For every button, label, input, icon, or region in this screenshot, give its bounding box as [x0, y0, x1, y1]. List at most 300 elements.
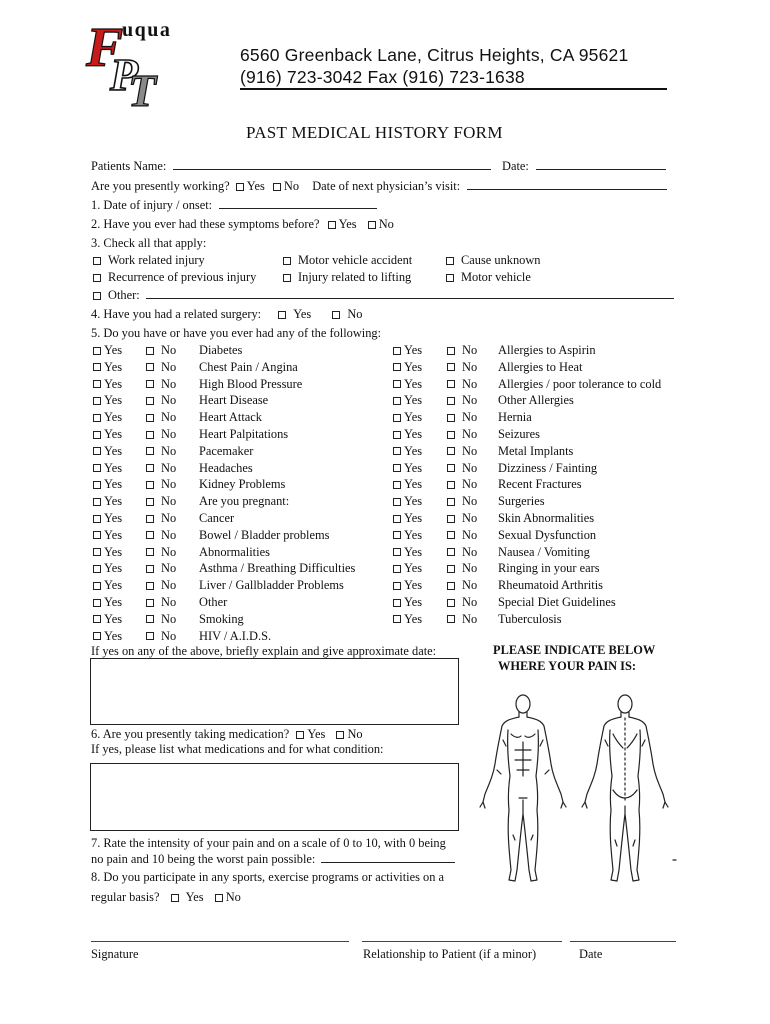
option-label: Recurrence of previous injury: [108, 270, 257, 284]
no-label: No: [161, 494, 177, 509]
checkbox[interactable]: [447, 414, 455, 422]
condition-yes-option[interactable]: [393, 528, 422, 543]
injury-date-row: [91, 197, 377, 213]
condition-no-option[interactable]: [146, 511, 176, 526]
no-label: No: [462, 443, 478, 458]
option-label: Motor vehicle accident: [298, 253, 413, 267]
yes-label: Yes: [104, 477, 123, 492]
checkbox[interactable]: [393, 431, 401, 439]
yes-label: Yes: [104, 343, 123, 357]
checkbox[interactable]: [447, 347, 455, 355]
yes-label: Yes: [104, 611, 123, 626]
option-label: Motor vehicle: [461, 270, 531, 284]
condition-yes-option[interactable]: [93, 393, 122, 408]
condition-no-option[interactable]: [146, 578, 176, 593]
condition-label: Allergies to Aspirin: [498, 343, 596, 357]
no-label: No: [462, 359, 478, 374]
symptoms-no-checkbox[interactable]: [368, 221, 376, 229]
body-front: [480, 695, 566, 881]
condition-no-option[interactable]: [447, 545, 477, 560]
q3-option-work-related[interactable]: [93, 253, 205, 268]
checkbox[interactable]: [146, 632, 154, 640]
condition-label: Diabetes: [199, 343, 243, 357]
yes-label: Yes: [104, 443, 123, 458]
checkbox[interactable]: [146, 515, 154, 523]
condition-yes-option[interactable]: [93, 528, 122, 543]
yes-label: Yes: [104, 393, 123, 408]
checkbox[interactable]: [393, 515, 401, 523]
yes-label: Yes: [104, 460, 123, 475]
checkbox[interactable]: [447, 380, 455, 388]
yes-label: Yes: [404, 511, 423, 525]
condition-no-option[interactable]: [447, 528, 477, 543]
form-title: PAST MEDICAL HISTORY FORM: [246, 123, 503, 142]
condition-yes-option[interactable]: [393, 343, 422, 358]
option-label: Injury related to lifting: [298, 270, 412, 284]
q3-label: 3. Check all that apply:: [91, 236, 207, 250]
checkbox[interactable]: [393, 397, 401, 405]
condition-no-option[interactable]: [146, 377, 176, 392]
condition-yes-option[interactable]: [393, 494, 422, 509]
no-label: No: [161, 578, 177, 593]
no-label: No: [462, 544, 478, 559]
checkbox[interactable]: [93, 464, 101, 472]
working-yes-checkbox[interactable]: [236, 183, 244, 191]
no-label: No: [462, 611, 478, 626]
condition-yes-option[interactable]: [93, 360, 122, 375]
condition-yes-option[interactable]: [93, 427, 122, 442]
checkbox[interactable]: [93, 599, 101, 607]
symptoms-row: [91, 217, 394, 232]
injury-date-label: 1. Date of injury / onset:: [91, 198, 213, 212]
checkbox[interactable]: [93, 431, 101, 439]
clinic-address: 6560 Greenback Lane, Citrus Heights, CA 95621: [240, 45, 629, 65]
surgery-yes-checkbox[interactable]: [278, 311, 286, 319]
condition-no-option[interactable]: [447, 377, 477, 392]
no-label: No: [161, 611, 177, 626]
condition-yes-option[interactable]: [393, 578, 422, 593]
surgery-yes-label: Yes: [293, 307, 312, 321]
sports-row: [91, 890, 241, 905]
medication-yes-label: Yes: [307, 727, 326, 741]
no-label: No: [462, 460, 478, 475]
q3-other-checkbox[interactable]: [93, 292, 101, 300]
checkbox[interactable]: [93, 414, 101, 422]
checkbox[interactable]: [93, 347, 101, 355]
patient-name-field[interactable]: [173, 158, 491, 170]
checkbox[interactable]: [447, 447, 455, 455]
checkbox[interactable]: [447, 397, 455, 405]
checkbox[interactable]: [393, 582, 401, 590]
company-logo: [84, 10, 214, 110]
date-field[interactable]: [536, 158, 666, 170]
checkbox[interactable]: [146, 565, 154, 573]
condition-label: Abnormalities: [199, 544, 270, 559]
working-no-label: No: [283, 179, 300, 193]
yes-label: Yes: [104, 595, 123, 609]
checkbox[interactable]: [393, 615, 401, 623]
checkbox[interactable]: [146, 380, 154, 388]
condition-no-option[interactable]: [447, 343, 477, 358]
condition-no-option[interactable]: [146, 561, 176, 576]
body-diagram[interactable]: [475, 690, 680, 890]
condition-label: Are you pregnant:: [199, 494, 290, 509]
sports-no-checkbox[interactable]: [215, 894, 223, 902]
checkbox[interactable]: [146, 548, 154, 556]
sports-line1: 8. Do you participate in any sports, exercise programs or activities on a: [91, 870, 445, 884]
patient-name-label: Patients Name:: [91, 159, 167, 173]
body-outline: [475, 690, 680, 890]
next-visit-label: Date of next physician’s visit:: [312, 179, 461, 193]
checkbox[interactable]: [93, 548, 101, 556]
condition-label: Surgeries: [498, 494, 545, 509]
condition-yes-option[interactable]: [393, 427, 422, 442]
signature-date-line[interactable]: [570, 941, 676, 942]
patient-name-row: [91, 158, 491, 174]
signature-line[interactable]: [91, 941, 349, 942]
condition-yes-option[interactable]: [393, 511, 422, 526]
condition-yes-option[interactable]: [393, 444, 422, 459]
condition-label: Heart Disease: [199, 393, 269, 408]
yes-label: Yes: [404, 494, 423, 509]
body-back: [582, 695, 668, 881]
checkbox[interactable]: [393, 414, 401, 422]
explain-label: If yes on any of the above, briefly explain and give approximate date:: [91, 644, 437, 658]
condition-yes-option[interactable]: [93, 444, 122, 459]
condition-label: Nausea / Vomiting: [498, 544, 590, 559]
condition-no-option[interactable]: [146, 360, 176, 375]
condition-no-option[interactable]: [146, 595, 176, 610]
condition-label: Pacemaker: [199, 443, 254, 458]
checkbox[interactable]: [93, 632, 101, 640]
injury-date-field[interactable]: [219, 197, 377, 209]
condition-no-option[interactable]: [447, 393, 477, 408]
checkbox[interactable]: [146, 464, 154, 472]
no-label: No: [161, 628, 177, 643]
checkbox[interactable]: [283, 257, 291, 265]
condition-yes-option[interactable]: [93, 377, 122, 392]
condition-no-option[interactable]: [146, 477, 176, 492]
checkbox[interactable]: [393, 548, 401, 556]
no-label: No: [161, 460, 177, 475]
checkbox[interactable]: [146, 347, 154, 355]
checkbox[interactable]: [447, 498, 455, 506]
no-label: No: [462, 511, 478, 525]
condition-yes-option[interactable]: [393, 461, 422, 476]
condition-label: Headaches: [199, 460, 253, 475]
checkbox[interactable]: [93, 531, 101, 539]
condition-label: Liver / Gallbladder Problems: [199, 578, 344, 593]
pain-heading-line2: WHERE YOUR PAIN IS:: [498, 659, 637, 673]
medication-question: 6. Are you presently taking medication?: [91, 727, 290, 741]
checkbox[interactable]: [93, 397, 101, 405]
checkbox[interactable]: [93, 447, 101, 455]
yes-label: Yes: [404, 393, 423, 408]
checkbox[interactable]: [146, 481, 154, 489]
symptoms-question: 2. Have you ever had these symptoms before?: [91, 217, 320, 231]
working-question: Are you presently working?: [91, 179, 230, 193]
yes-label: Yes: [104, 544, 123, 559]
checkbox[interactable]: [93, 363, 101, 371]
condition-label: Sexual Dysfunction: [498, 527, 597, 542]
medication-row: [91, 727, 363, 742]
q3-option-motor-vehicle-accident[interactable]: [283, 253, 412, 268]
no-label: No: [161, 443, 177, 458]
condition-yes-option[interactable]: [393, 545, 422, 560]
yes-label: Yes: [404, 578, 423, 593]
condition-no-option[interactable]: [447, 360, 477, 375]
explain-textbox[interactable]: [90, 658, 459, 725]
no-label: No: [462, 477, 478, 492]
checkbox[interactable]: [146, 531, 154, 539]
yes-label: Yes: [404, 443, 423, 458]
yes-label: Yes: [404, 527, 423, 542]
surgery-question: 4. Have you had a related surgery:: [91, 307, 262, 321]
condition-no-option[interactable]: [447, 410, 477, 425]
checkbox[interactable]: [393, 565, 401, 573]
surgery-no-checkbox[interactable]: [332, 311, 340, 319]
checkbox[interactable]: [446, 257, 454, 265]
logo-letter-f: F: [86, 17, 124, 79]
condition-no-option[interactable]: [146, 629, 176, 644]
condition-yes-option[interactable]: [93, 410, 122, 425]
no-label: No: [161, 544, 177, 559]
condition-yes-option[interactable]: [393, 360, 422, 375]
condition-label: Kidney Problems: [199, 477, 286, 492]
checkbox[interactable]: [93, 380, 101, 388]
checkbox[interactable]: [146, 498, 154, 506]
checkbox[interactable]: [447, 582, 455, 590]
condition-no-option[interactable]: [146, 494, 176, 509]
condition-label: Allergies / poor tolerance to cold: [498, 376, 662, 391]
condition-yes-option[interactable]: [393, 377, 422, 392]
checkbox[interactable]: [447, 363, 455, 371]
condition-label: Ringing in your ears: [498, 561, 600, 576]
medication-followup: If yes, please list what medications and for what condition:: [91, 742, 384, 756]
pain-rating-field[interactable]: [321, 851, 455, 863]
yes-label: Yes: [404, 359, 423, 374]
condition-yes-option[interactable]: [393, 477, 422, 492]
condition-no-option[interactable]: [447, 511, 477, 526]
condition-yes-option[interactable]: [93, 612, 122, 627]
yes-label: Yes: [104, 527, 123, 542]
pain-heading-line1: PLEASE INDICATE BELOW: [493, 643, 656, 657]
medication-yes-checkbox[interactable]: [296, 731, 304, 739]
checkbox[interactable]: [146, 431, 154, 439]
checkbox[interactable]: [393, 481, 401, 489]
relationship-line[interactable]: [362, 941, 562, 942]
condition-no-option[interactable]: [146, 545, 176, 560]
checkbox[interactable]: [447, 464, 455, 472]
condition-yes-option[interactable]: [393, 393, 422, 408]
checkbox[interactable]: [447, 599, 455, 607]
yes-label: Yes: [404, 477, 423, 492]
checkbox[interactable]: [146, 397, 154, 405]
condition-no-option[interactable]: [447, 427, 477, 442]
condition-yes-option[interactable]: [93, 561, 122, 576]
yes-label: Yes: [104, 578, 123, 593]
condition-yes-option[interactable]: [93, 461, 122, 476]
checkbox[interactable]: [146, 599, 154, 607]
condition-yes-option[interactable]: [93, 545, 122, 560]
working-no-checkbox[interactable]: [273, 183, 281, 191]
condition-yes-option[interactable]: [93, 511, 122, 526]
surgery-row: [91, 307, 363, 322]
no-label: No: [161, 477, 177, 492]
pain-rating-line1: 7. Rate the intensity of your pain and on a scale of 0 to 10, with 0 being: [91, 836, 446, 850]
no-label: No: [462, 527, 478, 542]
yes-label: Yes: [404, 611, 423, 626]
condition-no-option[interactable]: [146, 410, 176, 425]
no-label: No: [161, 511, 177, 525]
q3-other-row: [93, 287, 674, 303]
yes-label: Yes: [404, 427, 423, 441]
surgery-no-label: No: [347, 307, 363, 321]
checkbox[interactable]: [93, 257, 101, 265]
checkbox[interactable]: [393, 464, 401, 472]
no-label: No: [462, 427, 478, 441]
yes-label: Yes: [104, 494, 123, 509]
medication-no-checkbox[interactable]: [336, 731, 344, 739]
q3-option-lifting[interactable]: [283, 270, 411, 285]
checkbox[interactable]: [93, 565, 101, 573]
condition-no-option[interactable]: [447, 494, 477, 509]
yes-label: Yes: [404, 343, 423, 357]
q3-option-cause-unknown[interactable]: [446, 253, 541, 268]
condition-label: Allergies to Heat: [498, 359, 583, 374]
no-label: No: [161, 343, 177, 357]
condition-label: Other: [199, 595, 228, 609]
condition-yes-option[interactable]: [93, 477, 122, 492]
condition-no-option[interactable]: [146, 528, 176, 543]
date-label: Date:: [502, 159, 529, 173]
checkbox[interactable]: [393, 531, 401, 539]
checkbox[interactable]: [146, 615, 154, 623]
checkbox[interactable]: [93, 515, 101, 523]
condition-label: HIV / A.I.D.S.: [199, 628, 272, 643]
medication-textbox[interactable]: [90, 763, 459, 831]
condition-yes-option[interactable]: [393, 612, 422, 627]
condition-no-option[interactable]: [146, 612, 176, 627]
checkbox[interactable]: [146, 582, 154, 590]
condition-label: Asthma / Breathing Difficulties: [199, 561, 356, 576]
condition-no-option[interactable]: [447, 578, 477, 593]
condition-yes-option[interactable]: [93, 494, 122, 509]
yes-label: Yes: [404, 544, 423, 559]
condition-label: Hernia: [498, 410, 532, 425]
condition-no-option[interactable]: [146, 343, 176, 358]
checkbox[interactable]: [447, 565, 455, 573]
condition-yes-option[interactable]: [93, 629, 122, 644]
no-label: No: [462, 595, 478, 609]
checkbox[interactable]: [447, 481, 455, 489]
condition-no-option[interactable]: [447, 461, 477, 476]
q3-option-recurrence[interactable]: [93, 270, 256, 285]
condition-no-option[interactable]: [447, 561, 477, 576]
condition-no-option[interactable]: [447, 444, 477, 459]
checkbox[interactable]: [146, 447, 154, 455]
condition-no-option[interactable]: [146, 444, 176, 459]
condition-no-option[interactable]: [146, 461, 176, 476]
q3-other-field[interactable]: [146, 287, 674, 299]
checkbox[interactable]: [93, 582, 101, 590]
condition-yes-option[interactable]: [393, 410, 422, 425]
next-visit-field[interactable]: [467, 178, 667, 190]
condition-label: High Blood Pressure: [199, 376, 303, 391]
condition-label: Rheumatoid Arthritis: [498, 578, 603, 593]
condition-no-option[interactable]: [146, 427, 176, 442]
symptoms-yes-checkbox[interactable]: [328, 221, 336, 229]
condition-label: Smoking: [199, 611, 244, 626]
q5-label: 5. Do you have or have you ever had any of the following:: [91, 326, 382, 340]
checkbox[interactable]: [446, 274, 454, 282]
condition-label: Metal Implants: [498, 443, 574, 458]
checkbox[interactable]: [393, 380, 401, 388]
condition-label: Heart Attack: [199, 410, 262, 425]
condition-yes-option[interactable]: [393, 561, 422, 576]
checkbox[interactable]: [393, 363, 401, 371]
condition-yes-option[interactable]: [393, 595, 422, 610]
yes-label: Yes: [404, 376, 423, 391]
condition-yes-option[interactable]: [93, 595, 122, 610]
logo-word: uqua: [122, 19, 172, 41]
checkbox[interactable]: [283, 274, 291, 282]
checkbox[interactable]: [93, 274, 101, 282]
logo-letter-p: P: [110, 49, 139, 100]
checkbox[interactable]: [447, 431, 455, 439]
condition-no-option[interactable]: [146, 393, 176, 408]
working-yes-label: Yes: [246, 179, 265, 193]
yes-label: Yes: [104, 561, 123, 576]
checkbox[interactable]: [447, 615, 455, 623]
condition-label: Heart Palpitations: [199, 427, 289, 441]
symptoms-no-label: No: [378, 217, 394, 231]
condition-no-option[interactable]: [447, 612, 477, 627]
condition-label: Tuberculosis: [498, 611, 562, 626]
q3-option-motor-vehicle[interactable]: [446, 270, 531, 285]
yes-label: Yes: [104, 628, 123, 643]
checkbox[interactable]: [447, 548, 455, 556]
condition-no-option[interactable]: [447, 477, 477, 492]
no-label: No: [161, 427, 177, 441]
checkbox[interactable]: [447, 515, 455, 523]
checkbox[interactable]: [146, 414, 154, 422]
no-label: No: [161, 393, 177, 408]
condition-no-option[interactable]: [447, 595, 477, 610]
sports-yes-checkbox[interactable]: [171, 894, 179, 902]
checkbox[interactable]: [93, 498, 101, 506]
checkbox[interactable]: [393, 447, 401, 455]
condition-yes-option[interactable]: [93, 578, 122, 593]
yes-label: Yes: [404, 561, 423, 576]
no-label: No: [462, 494, 478, 509]
checkbox[interactable]: [393, 599, 401, 607]
checkbox[interactable]: [447, 531, 455, 539]
logo-graphic: [84, 10, 214, 110]
checkbox[interactable]: [93, 615, 101, 623]
checkbox[interactable]: [393, 498, 401, 506]
no-label: No: [161, 595, 177, 609]
pain-rating-row: [91, 851, 455, 867]
no-label: No: [462, 561, 478, 576]
sports-line2: regular basis?: [91, 890, 160, 904]
condition-yes-option[interactable]: [93, 343, 122, 358]
logo-letter-t: T: [128, 65, 157, 110]
checkbox[interactable]: [393, 347, 401, 355]
checkbox[interactable]: [146, 363, 154, 371]
relationship-label: Relationship to Patient (if a minor): [363, 947, 537, 961]
checkbox[interactable]: [93, 481, 101, 489]
